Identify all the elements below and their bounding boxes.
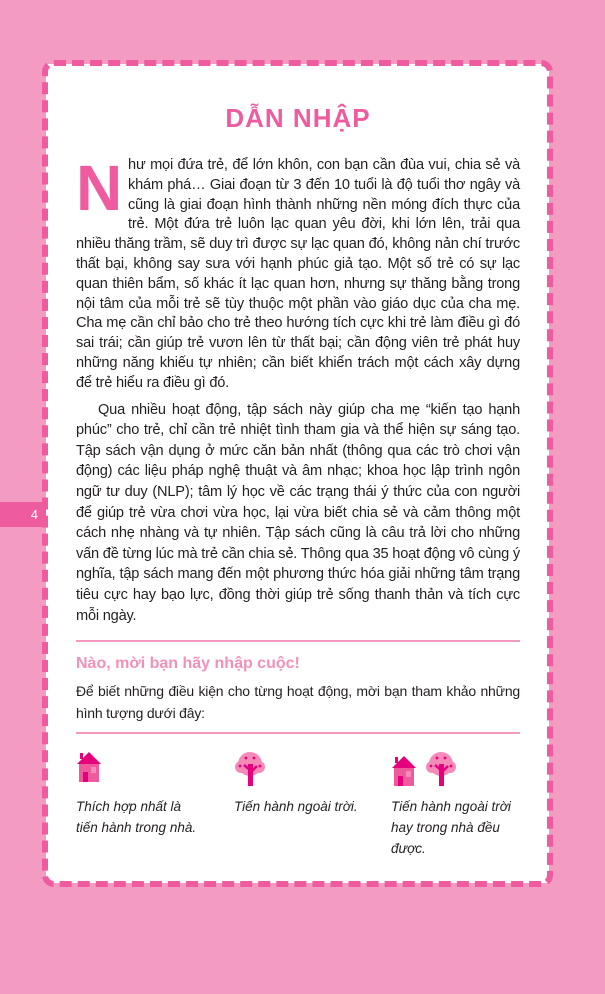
legend-caption: Thích hợp nhất là tiến hành trong nhà.: [76, 799, 197, 836]
page-number-tab: 4: [0, 502, 50, 527]
legend-caption: Tiến hành ngoài trời hay trong nhà đều được.: [391, 799, 511, 857]
house-icon: [391, 754, 417, 788]
house-icon: [76, 750, 102, 784]
house-and-tree-icon: [391, 750, 520, 788]
page-title: DẪN NHẬP: [225, 103, 371, 133]
divider: [76, 640, 520, 642]
drop-cap: N: [76, 152, 123, 224]
section-intro: Để biết những điều kiện cho từng hoạt động, mời bạn tham khảo những hình tượng dưới đây:: [76, 683, 520, 722]
intro-body: [76, 152, 520, 626]
legend-item-indoor: [76, 750, 206, 859]
paragraph-1: [76, 152, 520, 394]
paragraph-1-text: hư mọi đứa trẻ, để lớn khôn, con bạn cần đùa vui, chia sẻ và khám phá… Giai đoạn từ 3 đến 10 tuổi là độ tuổi thơ ngây và cũng là giai đoạn hình thành những nền móng đích thực của trẻ. Một đứa trẻ luôn lạc quan yêu đời, khi lớn lên, trải qua nhiều thăng trầm, sẽ duy trì được sự lạc quan đó, không nản chí trước thất bại, không say sưa với hạnh phúc giả tạo. Một số trẻ có sự lạc quan thiên bẩm, số khác ít lạc quan hơn, nhưng sự thăng bằng trong nội tâm của mỗi trẻ sẽ tùy thuộc một phần vào giáo dục của cha mẹ. Cha mẹ cần chỉ bảo cho trẻ theo hướng tích cực khi trẻ làm điều gì đó sai trái; cần giúp trẻ vươn lên từ thất bại; cần động viên trẻ phát huy những năng khiếu tự nhiên; cần biết khiển trách một cách xây dựng để trẻ hiểu ra điều gì đó.: [76, 157, 520, 391]
tree-icon: [234, 750, 266, 788]
section-heading: Nào, mời bạn hãy nhập cuộc!: [76, 655, 300, 673]
legend-item-outdoor: [234, 750, 374, 859]
legend-caption: Tiến hành ngoài trời.: [234, 799, 358, 815]
tree-icon: [425, 750, 457, 788]
paragraph-2: Qua nhiều hoạt động, tập sách này giúp cha mẹ “kiến tạo hạnh phúc” cho trẻ, chỉ cần trẻ nhiệt tình tham gia và thể hiện sự sáng tạo. Tập sách vận dụng ở mức căn bản nhất (thông qua các trò chơi vận động) các liệu pháp nghệ thuật và âm nhạc; khoa học lập trình ngôn ngữ tư duy (NLP); tâm lý học về các trạng thái ý thức của con người để giúp trẻ vừa chơi vừa học, lại vừa biết chia sẻ và cảm thông một cách nhẹ nhàng và tự nhiên. Tập sách cũng là câu trả lời cho những vấn đề từng lúc mà trẻ cần chia sẻ. Thông qua 35 hoạt động vô cùng ý nghĩa, tập sách mang đến một phương thức hóa giải những tâm trạng tiêu cực hay bạo lực, đồng thời giúp trẻ sống thanh thản và tích cực mỗi ngày.: [76, 401, 520, 624]
legend-item-both: [391, 750, 520, 859]
content-card: [46, 64, 549, 883]
divider: [76, 732, 520, 734]
legend: [76, 750, 520, 859]
